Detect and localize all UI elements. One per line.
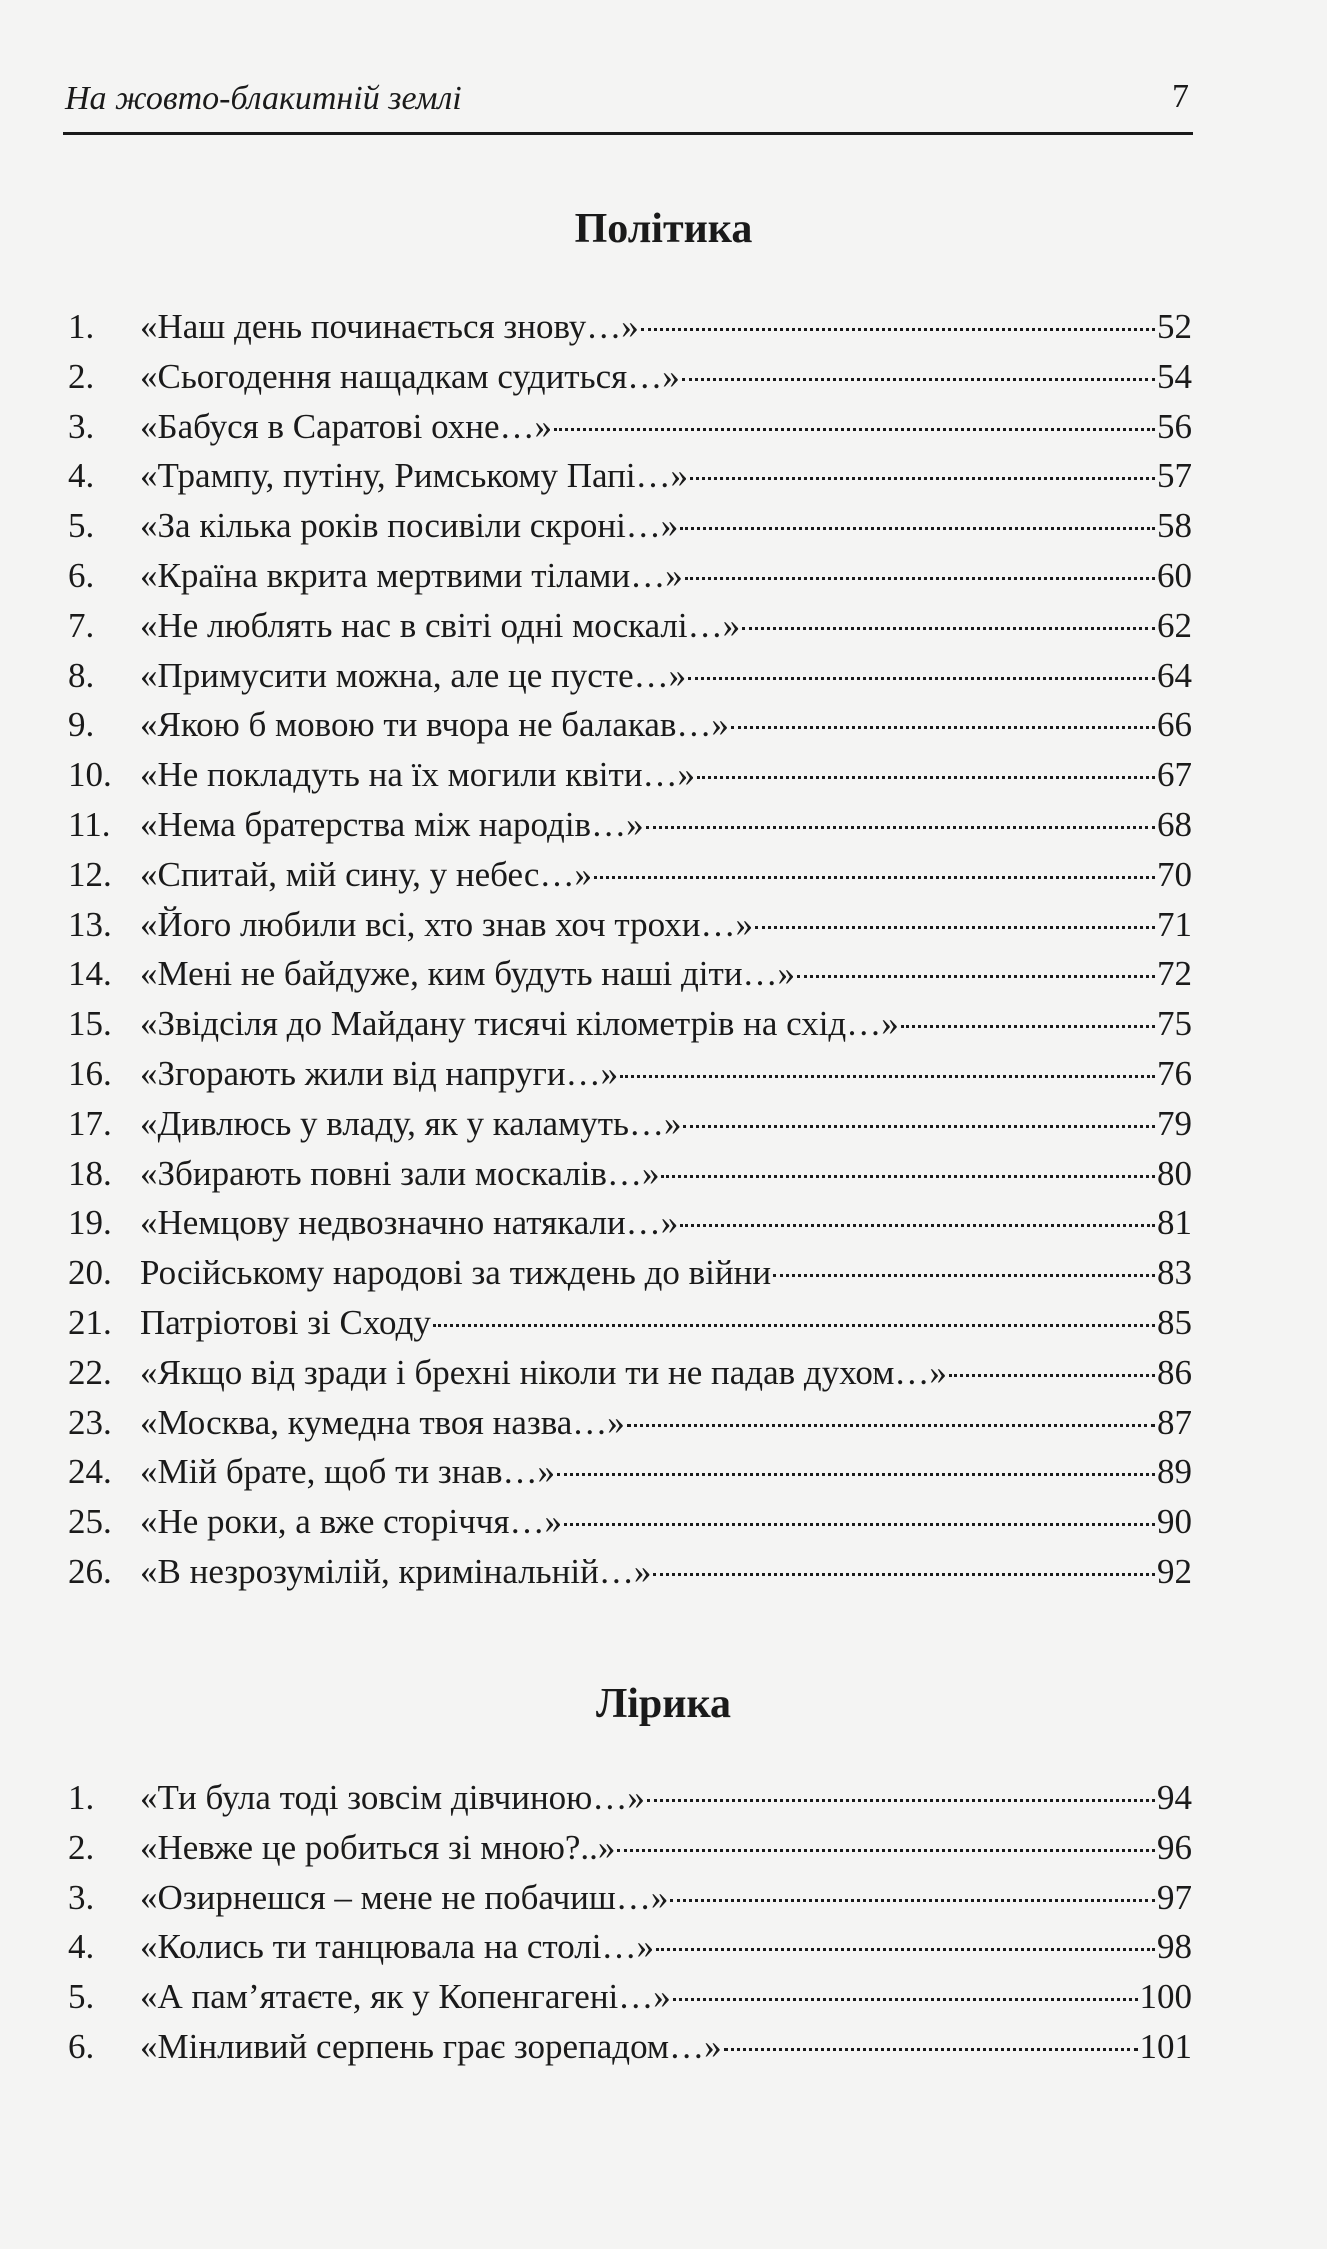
toc-dot-leader bbox=[653, 1573, 1155, 1576]
running-header-title: На жовто-блакитній землі bbox=[65, 80, 462, 117]
toc-dot-leader bbox=[901, 1025, 1155, 1028]
toc-entry bbox=[68, 805, 1192, 855]
toc-entry-number: 1. bbox=[68, 307, 95, 346]
toc-entry-number: 17. bbox=[68, 1103, 112, 1143]
toc-entry bbox=[68, 1154, 1192, 1204]
toc-entry-title: «Дивлюсь у владу, як у каламуть…» bbox=[140, 1103, 682, 1143]
toc-entry-title: «Озирнешся – мене не побачиш…» bbox=[140, 1877, 669, 1917]
toc-entry-page: 56 bbox=[1157, 406, 1192, 446]
toc-entry-number: 11. bbox=[68, 804, 111, 844]
toc-dot-leader bbox=[690, 477, 1155, 480]
toc-dot-leader bbox=[647, 1799, 1155, 1802]
toc-dot-leader bbox=[680, 1224, 1155, 1227]
toc-dot-leader bbox=[685, 577, 1155, 580]
toc-entry-page: 67 bbox=[1157, 755, 1192, 795]
toc-entry bbox=[68, 1502, 1192, 1552]
toc-entry-page: 89 bbox=[1157, 1452, 1192, 1492]
toc-entry bbox=[68, 1778, 1192, 1828]
toc-dot-leader bbox=[688, 677, 1155, 680]
toc-entry-number: 22. bbox=[68, 1352, 112, 1392]
toc-entry-title: «Трампу, путіну, Римському Папі…» bbox=[140, 456, 689, 496]
toc-dot-leader bbox=[949, 1374, 1155, 1377]
toc-entry bbox=[68, 1878, 1192, 1928]
toc-entry-title: «Мій брате, щоб ти знав…» bbox=[140, 1452, 555, 1492]
toc-entry-page: 71 bbox=[1157, 904, 1192, 944]
toc-entry bbox=[68, 407, 1192, 457]
toc-entry-page: 97 bbox=[1157, 1877, 1192, 1917]
toc-entry-number: 1. bbox=[68, 1778, 95, 1817]
toc-entry-page: 83 bbox=[1157, 1253, 1192, 1293]
toc-entry bbox=[68, 506, 1192, 556]
toc-entry-number: 7. bbox=[68, 605, 95, 645]
toc-entry-page: 68 bbox=[1157, 804, 1192, 844]
toc-entry-title: «Не люблять нас в світі одні москалі…» bbox=[140, 605, 741, 645]
toc-entry bbox=[68, 1253, 1192, 1303]
toc-entry-number: 19. bbox=[68, 1203, 112, 1243]
toc-dot-leader bbox=[617, 1849, 1155, 1852]
toc-dot-leader bbox=[670, 1899, 1155, 1902]
toc-entry-page: 52 bbox=[1157, 307, 1192, 346]
toc-entry-number: 25. bbox=[68, 1502, 112, 1542]
toc-entry bbox=[68, 855, 1192, 905]
toc-entry-page: 60 bbox=[1157, 555, 1192, 595]
toc-dot-leader bbox=[773, 1274, 1155, 1277]
toc-entry-title: «Колись ти танцювала на столі…» bbox=[140, 1927, 654, 1967]
toc-entry-title: «А пам’ятаєте, як у Копенгагені…» bbox=[140, 1977, 671, 2017]
toc-dot-leader bbox=[627, 1424, 1155, 1427]
toc-entry-number: 24. bbox=[68, 1452, 112, 1492]
toc-entry-number: 12. bbox=[68, 854, 112, 894]
toc-entry-title: «Якщо від зради і брехні ніколи ти не падав духом…» bbox=[140, 1352, 947, 1392]
toc-entry-page: 72 bbox=[1157, 954, 1192, 994]
toc-entry-page: 86 bbox=[1157, 1352, 1192, 1392]
toc-dot-leader bbox=[433, 1324, 1155, 1327]
toc-entry-page: 66 bbox=[1157, 705, 1192, 745]
toc-entry bbox=[68, 1452, 1192, 1502]
toc-entry bbox=[68, 1054, 1192, 1104]
toc-entry-page: 98 bbox=[1157, 1927, 1192, 1967]
toc-entry-page: 80 bbox=[1157, 1153, 1192, 1193]
toc-dot-leader bbox=[673, 1998, 1138, 2001]
toc-entry-number: 5. bbox=[68, 506, 95, 546]
toc-entry-page: 54 bbox=[1157, 356, 1192, 396]
toc-dot-leader bbox=[554, 428, 1155, 431]
toc-list-politics bbox=[68, 307, 1192, 1602]
toc-entry bbox=[68, 2027, 1192, 2077]
toc-entry bbox=[68, 1977, 1192, 2027]
toc-entry-number: 3. bbox=[68, 1877, 95, 1917]
toc-entry-page: 90 bbox=[1157, 1502, 1192, 1542]
toc-entry bbox=[68, 357, 1192, 407]
toc-entry-page: 96 bbox=[1157, 1827, 1192, 1867]
toc-entry bbox=[68, 1303, 1192, 1353]
toc-entry-number: 4. bbox=[68, 456, 95, 496]
toc-dot-leader bbox=[641, 328, 1155, 331]
toc-dot-leader bbox=[697, 776, 1155, 779]
toc-entry-number: 5. bbox=[68, 1977, 95, 2017]
toc-entry-title: «Невже це робиться зі мною?..» bbox=[140, 1827, 616, 1867]
toc-dot-leader bbox=[683, 1125, 1155, 1128]
toc-entry-number: 6. bbox=[68, 2026, 95, 2066]
toc-entry-title: «Звідсіля до Майдану тисячі кілометрів на схід…» bbox=[140, 1004, 899, 1044]
toc-entry bbox=[68, 1104, 1192, 1154]
section-title-lyrics: Лірика bbox=[595, 1681, 732, 1727]
toc-entry bbox=[68, 1203, 1192, 1253]
toc-entry-page: 79 bbox=[1157, 1103, 1192, 1143]
toc-dot-leader bbox=[724, 2048, 1138, 2051]
toc-dot-leader bbox=[656, 1948, 1155, 1951]
running-header bbox=[63, 70, 1193, 135]
toc-entry-title: «Спитай, мій сину, у небес…» bbox=[140, 854, 592, 894]
toc-entry bbox=[68, 656, 1192, 706]
toc-entry bbox=[68, 1353, 1192, 1403]
toc-entry-number: 26. bbox=[68, 1551, 112, 1591]
toc-entry-title: «Бабуся в Саратові охне…» bbox=[140, 406, 553, 446]
toc-entry-number: 6. bbox=[68, 555, 95, 595]
toc-entry-page: 100 bbox=[1139, 1977, 1192, 2017]
toc-entry-number: 21. bbox=[68, 1302, 112, 1342]
toc-entry-page: 87 bbox=[1157, 1402, 1192, 1442]
toc-entry-title: «Якою б мовою ти вчора не балакав…» bbox=[140, 705, 729, 745]
toc-dot-leader bbox=[742, 627, 1155, 630]
toc-entry-title: «Сьогодення нащадкам судиться…» bbox=[140, 356, 680, 396]
toc-entry bbox=[68, 954, 1192, 1004]
toc-entry-title: «Мінливий серпень грає зорепадом…» bbox=[140, 2026, 722, 2066]
toc-entry-title: «Мені не байдуже, ким будуть наші діти…» bbox=[140, 954, 796, 994]
toc-entry-number: 20. bbox=[68, 1253, 112, 1293]
toc-entry-page: 101 bbox=[1139, 2026, 1192, 2066]
toc-entry-title: «Не роки, а вже сторіччя…» bbox=[140, 1502, 562, 1542]
toc-entry-title: «Москва, кумедна твоя назва…» bbox=[140, 1402, 625, 1442]
toc-list-lyrics bbox=[68, 1778, 1192, 2077]
toc-dot-leader bbox=[755, 926, 1155, 929]
toc-entry bbox=[68, 1927, 1192, 1977]
toc-dot-leader bbox=[680, 527, 1155, 530]
page-number: 7 bbox=[1172, 78, 1189, 115]
toc-dot-leader bbox=[646, 826, 1155, 829]
toc-entry-page: 85 bbox=[1157, 1302, 1192, 1342]
toc-entry-number: 9. bbox=[68, 705, 95, 745]
toc-entry-title: Патріотові зі Сходу bbox=[140, 1302, 431, 1342]
toc-entry-title: «Примусити можна, але це пусте…» bbox=[140, 655, 687, 695]
toc-entry-number: 16. bbox=[68, 1053, 112, 1093]
toc-entry-title: «В незрозумілій, кримінальній…» bbox=[140, 1551, 652, 1591]
toc-entry-title: «Наш день починається знову…» bbox=[140, 307, 639, 346]
toc-entry bbox=[68, 905, 1192, 955]
toc-entry-page: 94 bbox=[1157, 1778, 1192, 1817]
toc-entry bbox=[68, 1828, 1192, 1878]
toc-dot-leader bbox=[731, 726, 1155, 729]
toc-entry-number: 15. bbox=[68, 1004, 112, 1044]
toc-entry-page: 58 bbox=[1157, 506, 1192, 546]
section-title-politics: Політика bbox=[574, 206, 753, 252]
toc-entry-number: 13. bbox=[68, 904, 112, 944]
toc-entry-title: «Згорають жили від напруги…» bbox=[140, 1053, 619, 1093]
toc-entry-title: Російському народові за тиждень до війни bbox=[140, 1253, 772, 1293]
toc-entry bbox=[68, 1004, 1192, 1054]
toc-entry-number: 18. bbox=[68, 1153, 112, 1193]
toc-dot-leader bbox=[620, 1075, 1155, 1078]
toc-entry bbox=[68, 307, 1192, 357]
toc-dot-leader bbox=[564, 1523, 1155, 1526]
toc-dot-leader bbox=[682, 378, 1155, 381]
toc-entry-number: 23. bbox=[68, 1402, 112, 1442]
toc-entry bbox=[68, 755, 1192, 805]
toc-entry-title: «Не покладуть на їх могили квіти…» bbox=[140, 755, 696, 795]
toc-entry-title: «За кілька років посивіли скроні…» bbox=[140, 506, 679, 546]
toc-entry-number: 14. bbox=[68, 954, 112, 994]
toc-entry-title: «Його любили всі, хто знав хоч трохи…» bbox=[140, 904, 753, 944]
toc-entry bbox=[68, 556, 1192, 606]
toc-entry-page: 64 bbox=[1157, 655, 1192, 695]
toc-entry-page: 62 bbox=[1157, 605, 1192, 645]
toc-entry-title: «Ти була тоді зовсім дівчиною…» bbox=[140, 1778, 645, 1817]
toc-entry-page: 70 bbox=[1157, 854, 1192, 894]
toc-entry-number: 8. bbox=[68, 655, 95, 695]
toc-entry-number: 4. bbox=[68, 1927, 95, 1967]
toc-entry-page: 81 bbox=[1157, 1203, 1192, 1243]
toc-dot-leader bbox=[594, 876, 1155, 879]
toc-entry-number: 2. bbox=[68, 356, 95, 396]
toc-entry-title: «Нема братерства між народів…» bbox=[140, 804, 644, 844]
toc-entry bbox=[68, 705, 1192, 755]
toc-entry-number: 3. bbox=[68, 406, 95, 446]
toc-dot-leader bbox=[661, 1175, 1155, 1178]
toc-entry bbox=[68, 606, 1192, 656]
toc-entry-page: 75 bbox=[1157, 1004, 1192, 1044]
toc-dot-leader bbox=[797, 975, 1155, 978]
toc-entry bbox=[68, 456, 1192, 506]
toc-dot-leader bbox=[557, 1473, 1155, 1476]
toc-entry-title: «Збирають повні зали москалів…» bbox=[140, 1153, 660, 1193]
toc-entry-page: 76 bbox=[1157, 1053, 1192, 1093]
toc-entry bbox=[68, 1552, 1192, 1602]
toc-entry-page: 92 bbox=[1157, 1551, 1192, 1591]
toc-entry-title: «Країна вкрита мертвими тілами…» bbox=[140, 555, 683, 595]
toc-entry bbox=[68, 1403, 1192, 1453]
toc-entry-number: 2. bbox=[68, 1827, 95, 1867]
toc-entry-title: «Немцову недвозначно натякали…» bbox=[140, 1203, 679, 1243]
toc-entry-page: 57 bbox=[1157, 456, 1192, 496]
toc-entry-number: 10. bbox=[68, 755, 112, 795]
